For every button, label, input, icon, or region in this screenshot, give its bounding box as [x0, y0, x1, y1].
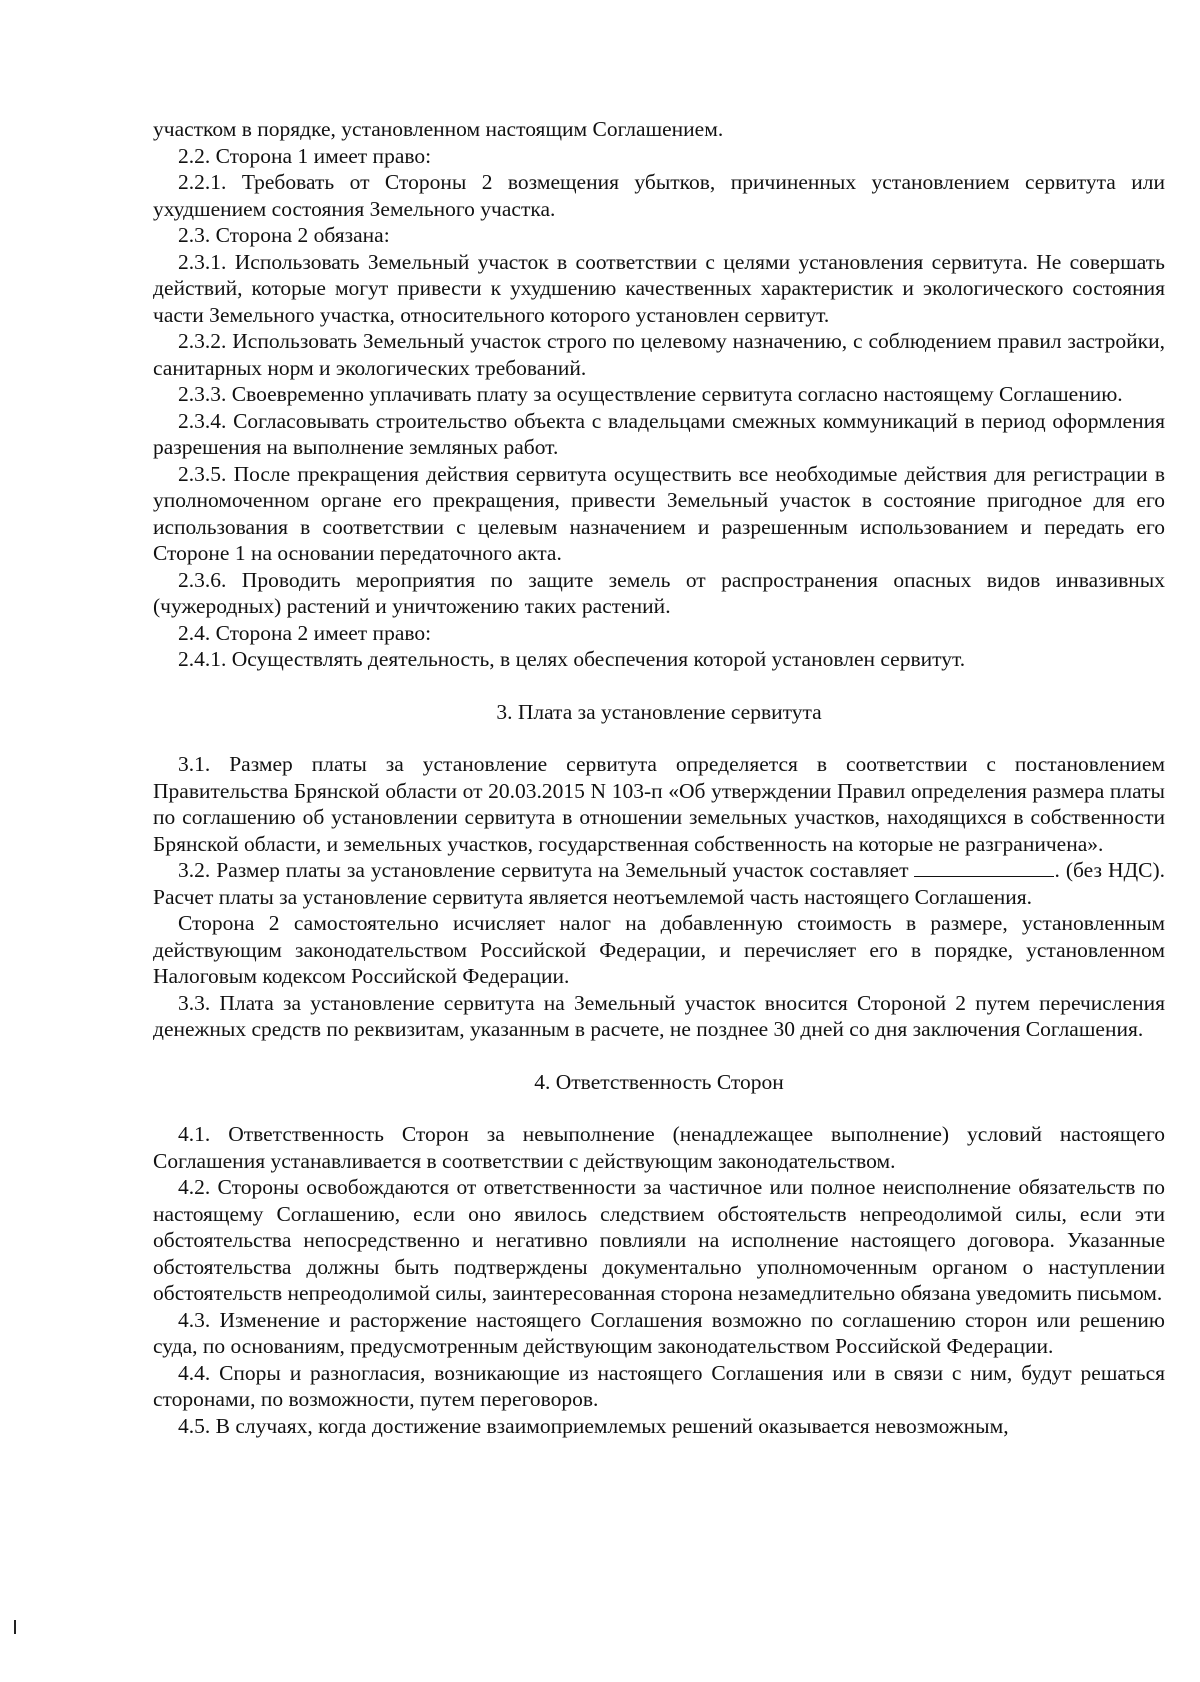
clause-3-2-end: (без НДС). Расчет платы за установление сервитута является неотъемлемой часть настоящего Соглашения. — [153, 858, 1166, 909]
section-4-heading: 4. Ответственность Сторон — [534, 1069, 784, 1094]
clause-2-3-5: 2.3.5. После прекращения действия сервитута осуществить все необходимые действия для регистрации в уполномоченном органе его прекращения, привести Земельный участок в состояние пригодное для его использования в соответствии с целевым назначением и разрешенным использованием и передать его Стороне 1 на основании передаточного акта. — [153, 461, 1165, 565]
scan-margin-mark — [14, 1620, 16, 1634]
clause-2-3-4: 2.3.4. Согласовывать строительство объекта с владельцами смежных коммуникаций в период оформления разрешения на выполнение земляных работ. — [153, 408, 1165, 459]
clause-2-4-1: 2.4.1. Осуществлять деятельность, в целях обеспечения которой установлен сервитут. — [178, 647, 966, 671]
clause-2-4: 2.4. Сторона 2 имеет право: — [178, 620, 432, 645]
clause-4-4: 4.4. Споры и разногласия, возникающие из настоящего Соглашения или в связи с ним, будут решаться сторонами, по возможности, путем переговоров. — [153, 1360, 1165, 1411]
section-3-heading: 3. Плата за установление сервитута — [496, 699, 822, 724]
clause-3-2-start: 3.2. Размер платы за установление сервитута на Земельный участок составляет — [178, 858, 909, 882]
clause-2-2: 2.2. Сторона 1 имеет право: — [178, 143, 432, 168]
clause-2-3-1: 2.3.1. Использовать Земельный участок в соответствии с целями установления сервитута. Не совершать действий, которые могут привести к ухудшению качественных характеристик и экологического состояния части Земельного участка, относительного которого установлен сервитут. — [153, 249, 1165, 327]
vat-paragraph: Сторона 2 самостоятельно исчисляет налог на добавленную стоимость в размере, установленным действующим законодательством Российской Федерации, и перечисляет его в порядке, установленном Налоговым кодексом Российской Федерации. — [153, 911, 1165, 988]
clause-4-2: 4.2. Стороны освобождаются от ответственности за частичное или полное неисполнение обязательств по настоящему Соглашению, если оно явилось следствием обстоятельств непреодолимой силы, если эти обстоятельства непосредственно и негативно повлияли на исполнение настоящего договора. Указанные обстоятельства должны быть подтверждены документально уполномоченным органом о наступлении обстоятельств непреодолимой силы, заинтересованная сторона незамедлительно обязана уведомить письмом. — [153, 1175, 1165, 1305]
paragraph-continuation: участком в порядке, установленном настоящим Соглашением. — [153, 117, 724, 141]
clause-2-3-2: 2.3.2. Использовать Земельный участок строго по целевому назначению, с соблюдением правил застройки, санитарных норм и экологических требований. — [153, 329, 1165, 380]
clause-4-1: 4.1. Ответственность Сторон за невыполнение (ненадлежащее выполнение) условий настоящего Соглашения устанавливается в соответствии с действующим законодательством. — [153, 1122, 1165, 1173]
clause-4-5: 4.5. В случаях, когда достижение взаимоприемлемых решений оказывается невозможным, — [178, 1413, 1009, 1438]
amount-blank-line — [914, 858, 1054, 877]
clause-3-3: 3.3. Плата за установление сервитута на Земельный участок вносится Стороной 2 путем перечисления денежных средств по реквизитам, указанным в расчете, не позднее 30 дней со дня заключения Соглашения. — [153, 990, 1165, 1041]
clause-2-3-6: 2.3.6. Проводить мероприятия по защите земель от распространения опасных видов инвазивных (чужеродных) растений и уничтожению таких растений. — [153, 567, 1165, 618]
clause-3-2: 3.2. Размер платы за установление сервитута на Земельный участок составляет . (без НДС). Расчет платы за установление сервитута является неотъемлемой часть настоящего Соглашения. — [153, 858, 1166, 909]
clause-2-3-3: 2.3.3. Своевременно уплачивать плату за осуществление сервитута согласно настоящему Соглашению. — [178, 382, 1123, 406]
document-body — [153, 116, 1165, 1439]
clause-2-2-1: 2.2.1. Требовать от Стороны 2 возмещения убытков, причиненных установлением сервитута или ухудшением состояния Земельного участка. — [153, 170, 1165, 221]
clause-3-1: 3.1. Размер платы за установление сервитута определяется в соответствии с постановлением Правительства Брянской области от 20.03.2015 N 103-п «Об утверждении Правил определения размера платы по соглашению об установлении сервитута в отношении земельных участков, находящихся в собственности Брянской области, и земельных участков, государственная собственность на которые не разграничена». — [153, 752, 1165, 856]
clause-2-3: 2.3. Сторона 2 обязана: — [178, 223, 390, 247]
clause-4-3: 4.3. Изменение и расторжение настоящего Соглашения возможно по соглашению сторон или решению суда, по основаниям, предусмотренным действующим законодательством Российской Федерации. — [153, 1307, 1165, 1358]
